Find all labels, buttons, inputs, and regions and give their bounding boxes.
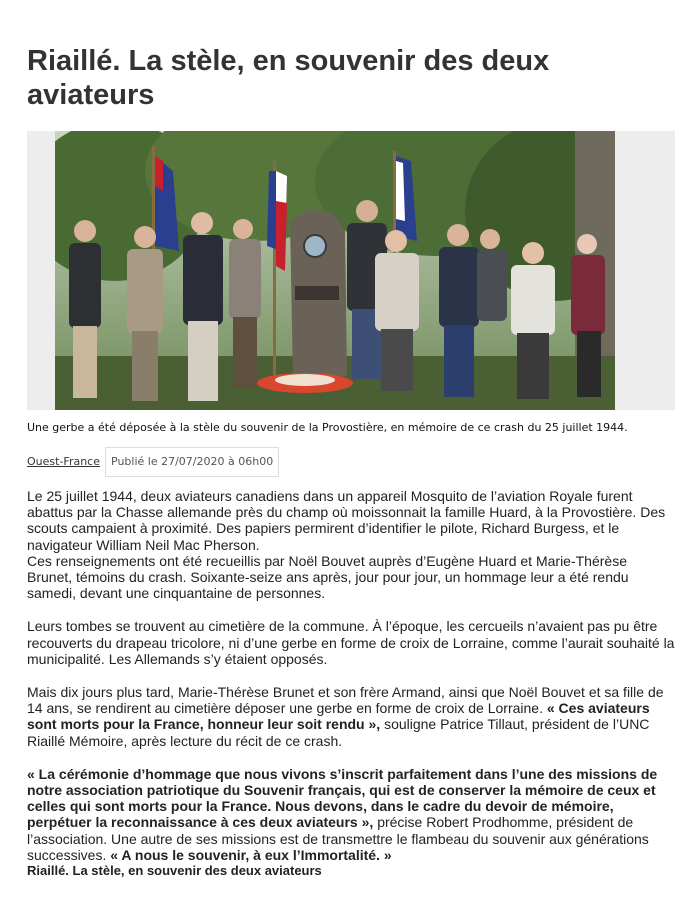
paragraph-3: Leurs tombes se trouvent au cimetière de la commune. À l’époque, les cercueils n’avaient pas pu être recouverts du drapeau tricolore, ni d’une gerbe en forme de croix de Lorraine, comme l’aurait souhaité la municipalité. Les Allemands s’y étaient opposés. bbox=[27, 618, 675, 667]
quote-immortalite: « A nous le souvenir, à eux l’Immortalité. » bbox=[110, 846, 392, 863]
article-meta bbox=[27, 447, 279, 477]
article-title: Riaillé. La stèle, en souvenir des deux aviateurs bbox=[27, 45, 550, 111]
quote-prodhomme: « La cérémonie d’hommage que nous vivons s’inscrit parfaitement dans l’une des missions de notre association patriotique du Souvenir français, qui est de conserver la mémoire de ceux et celles qui sont morts pour la France. Nous devons, dans le cadre du devoir de mémoire, perpétuer la reconnaissance à ces deux aviateurs », bbox=[27, 765, 658, 831]
ceremony-photo bbox=[55, 131, 615, 410]
paragraph-4-attribution: souligne Patrice Tillaut, président de l’UNC Riaillé Mémoire, après lecture du récit de ce crash. bbox=[27, 716, 650, 749]
source-link[interactable]: Ouest-France bbox=[27, 455, 100, 468]
paragraph-4 bbox=[27, 684, 675, 749]
paragraph-5 bbox=[27, 766, 675, 863]
paragraph-5-attribution: précise Robert Prodhomme, président de l’association. Une autre de ses missions est de transmettre le flambeau du souvenir aux générations successives. bbox=[27, 814, 649, 863]
footer-title: Riaillé. La stèle, en souvenir des deux aviateurs bbox=[27, 863, 322, 879]
quote-tillaut: « Ces aviateurs sont morts pour la France, honneur leur soit rendu », bbox=[27, 700, 650, 733]
paragraph-4-text: Mais dix jours plus tard, Marie-Thérèse Brunet et son frère Armand, ainsi que Noël Bouvet et sa fille de 14 ans, se rendirent au cimetière déposer une gerbe en forme de croix de Lorraine. bbox=[27, 684, 664, 717]
publication-date: Publié le 27/07/2020 à 06h00 bbox=[105, 447, 279, 477]
photo-caption: Une gerbe a été déposée à la stèle du souvenir de la Provostière, en mémoire de ce crash du 25 juillet 1944. bbox=[27, 421, 628, 434]
article-body bbox=[27, 488, 675, 879]
paragraph-2: Ces renseignements ont été recueillis par Noël Bouvet auprès d’Eugène Huard et Marie-Thérèse Brunet, témoins du crash. Soixante-seize ans après, jour pour jour, un hommage leur a été rendu samedi, devant une cinquantaine de personnes. bbox=[27, 552, 629, 602]
photo-frame bbox=[27, 131, 675, 410]
paragraph-1: Le 25 juillet 1944, deux aviateurs canadiens dans un appareil Mosquito de l’aviation Royale furent abattus par la Chasse allemande près du champ où moissonnait la famille Huard, à la Provostière. Des scouts campaient à proximité. Des papiers permirent d’identifier le pilote, Richard Burgess, et le navigateur William Neil Mac Pherson. bbox=[27, 488, 666, 553]
